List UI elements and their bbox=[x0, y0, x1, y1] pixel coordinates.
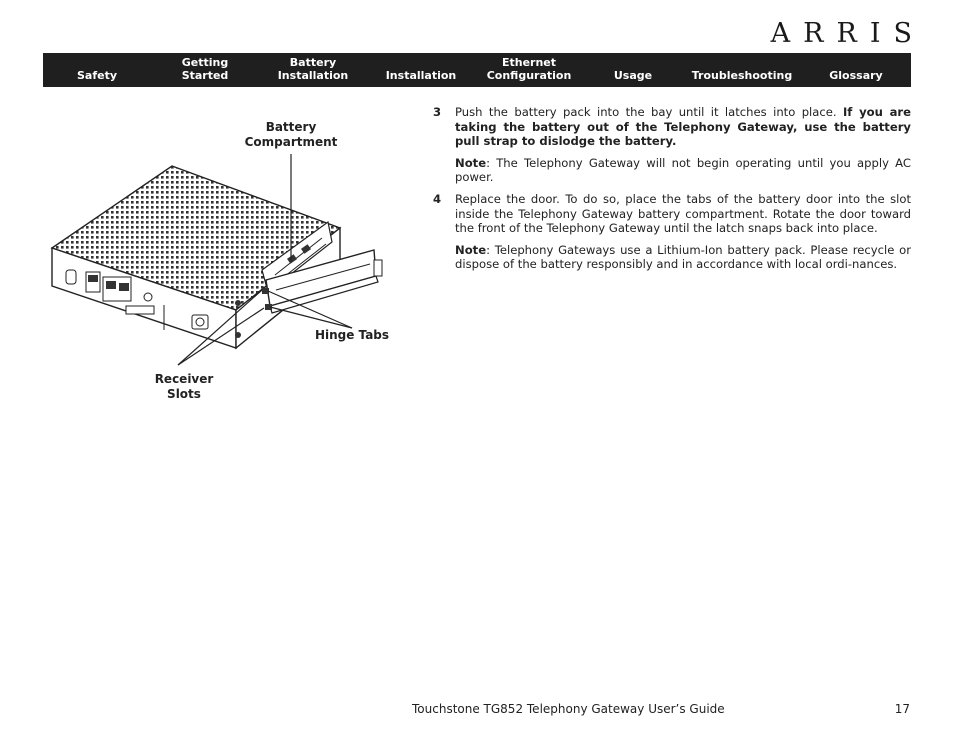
arris-logo: ARRIS bbox=[770, 18, 925, 49]
nav-item-line1: Battery bbox=[289, 56, 337, 69]
nav-item-glossary[interactable] bbox=[801, 69, 911, 87]
nav-item-line1: Ethernet bbox=[501, 56, 557, 69]
top-nav-bar bbox=[43, 53, 911, 87]
nav-item-usage[interactable] bbox=[583, 69, 683, 87]
step-number: 3 bbox=[433, 105, 442, 119]
callout-line: Slots bbox=[167, 387, 201, 401]
note-text: : Telephony Gateways use a Lithium-Ion battery pack. Please recycle or dispose of the battery responsibly and in accordance with local ordi-nances. bbox=[455, 242, 911, 272]
callout-hinge-tabs: Hinge Tabs bbox=[314, 328, 390, 342]
step-plain-text: Push the battery pack into the bay until it latches into place. bbox=[455, 105, 843, 119]
step-bold-text: If you are taking the battery out of the Telephony Gateway, use the battery pull strap to dislodge the battery. bbox=[455, 105, 911, 149]
nav-item-line2: Installation bbox=[277, 69, 349, 82]
nav-item-installation[interactable] bbox=[367, 69, 475, 87]
step-4-note bbox=[455, 243, 911, 272]
callout-receiver-slots bbox=[144, 372, 224, 402]
step-text bbox=[455, 105, 911, 149]
gateway-battery-figure bbox=[40, 110, 400, 410]
nav-item-line2: Safety bbox=[76, 69, 118, 82]
nav-item-line2: Started bbox=[181, 69, 229, 82]
nav-item-line1: Getting bbox=[181, 56, 229, 69]
footer-guide-title: Touchstone TG852 Telephony Gateway User’s Guide bbox=[412, 702, 725, 716]
nav-item-line2: Usage bbox=[613, 69, 653, 82]
nav-item-line2: Installation bbox=[385, 69, 457, 82]
step-number: 4 bbox=[433, 191, 442, 206]
note-text: : The Telephony Gateway will not begin operating until you apply AC power. bbox=[455, 155, 911, 185]
footer-page-number: 17 bbox=[894, 702, 910, 716]
callout-line: Compartment bbox=[244, 135, 338, 149]
step-3-note bbox=[455, 156, 911, 185]
nav-item-line2: Troubleshooting bbox=[691, 69, 793, 82]
note-label: Note bbox=[455, 155, 487, 170]
note-label: Note bbox=[455, 242, 487, 257]
step-3 bbox=[433, 105, 911, 149]
step-text bbox=[455, 192, 911, 236]
nav-item-line2: Glossary bbox=[829, 69, 883, 82]
callout-line: Receiver bbox=[154, 372, 214, 386]
nav-item-safety[interactable] bbox=[43, 69, 151, 87]
callout-battery-compartment bbox=[236, 120, 346, 150]
step-plain-text: Replace the door. To do so, place the tabs of the battery door into the slot inside the Telephony Gateway battery compartment. Rotate the door toward the front of the Telephony Gateway until the latch snaps back into place. bbox=[455, 191, 911, 236]
callout-line: Battery bbox=[265, 120, 317, 134]
gateway-illustration bbox=[40, 110, 400, 410]
nav-item-battery-installation[interactable] bbox=[259, 56, 367, 87]
nav-item-ethernet-configuration[interactable] bbox=[475, 56, 583, 87]
instructions-column bbox=[433, 105, 911, 279]
nav-item-getting-started[interactable] bbox=[151, 56, 259, 87]
nav-item-troubleshooting[interactable] bbox=[683, 69, 801, 87]
step-4 bbox=[433, 192, 911, 236]
nav-item-line2: Configuration bbox=[486, 69, 572, 82]
